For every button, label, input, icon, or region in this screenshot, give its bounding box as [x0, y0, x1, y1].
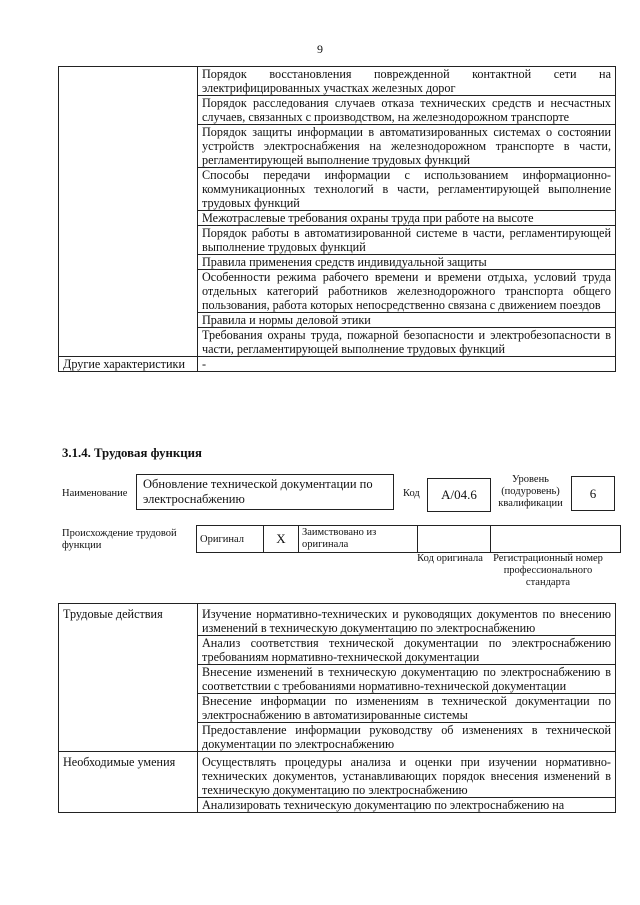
code-label: Код — [403, 488, 420, 499]
original-label: Оригинал — [197, 526, 264, 553]
other-characteristics-value: - — [198, 357, 616, 372]
function-code-box: A/04.6 — [427, 478, 491, 512]
skill-item: Анализировать техническую документацию по электроснабжению на — [198, 798, 616, 813]
name-label: Наименование — [62, 488, 128, 499]
knowledge-item: Порядок расследования случаев отказа технических средств и несчастных случаев, связанных с производством, на железнодорожном транспорте — [198, 96, 616, 125]
borrowed-label: Заимствовано из оригинала — [299, 526, 418, 553]
page-number: 9 — [317, 42, 323, 56]
labor-table — [58, 603, 616, 813]
knowledge-label-cell — [59, 67, 198, 357]
level-label: Уровень (подуровень) квалификации — [498, 474, 563, 509]
skill-item: Осуществлять процедуры анализа и оценки при изучении нормативно-технических документов, устанавливающих порядок внесения изменений в техническую документацию по электроснабжению — [198, 752, 616, 798]
section-title: 3.1.4. Трудовая функция — [62, 446, 202, 460]
knowledge-item: Порядок восстановления поврежденной контактной сети на электрифицированных участках железных дорог — [198, 67, 616, 96]
knowledge-table — [58, 66, 616, 372]
borrowed-code-cell — [418, 526, 491, 553]
knowledge-item: Порядок работы в автоматизированной системе в части, регламентирующей выполнение трудовых функций — [198, 226, 616, 255]
origin-table — [196, 525, 621, 553]
labor-action-item: Предоставление информации руководству об изменениях в технической документации по электроснабжению — [198, 723, 616, 752]
knowledge-item: Способы передачи информации с использованием информационно-коммуникационных технологий в части, регламентирующей выполнение трудовых функций — [198, 168, 616, 211]
other-characteristics-label: Другие характеристики — [59, 357, 198, 372]
labor-action-item: Изучение нормативно-технических и руководящих документов по внесению изменений в техническую документацию по электроснабжению — [198, 604, 616, 636]
borrowed-reg-cell — [491, 526, 621, 553]
labor-action-item: Внесение информации по изменениям в технической документации по электроснабжению в автоматизированные системы — [198, 694, 616, 723]
labor-action-item: Анализ соответствия технической документации по электроснабжению требованиям нормативно-технической документации — [198, 636, 616, 665]
original-mark: X — [264, 526, 299, 553]
knowledge-item: Порядок защиты информации в автоматизированных системах о состоянии устройств электроснабжения на железнодорожном транспорте в части, регламентирующей выполнение трудовых функций — [198, 125, 616, 168]
labor-actions-label: Трудовые действия — [59, 604, 198, 752]
skills-label: Необходимые умения — [59, 752, 198, 813]
knowledge-item: Правила и нормы деловой этики — [198, 313, 616, 328]
labor-action-item: Внесение изменений в техническую документацию по электроснабжению в соответствии с требованиями нормативно-технической документации — [198, 665, 616, 694]
level-value-box: 6 — [571, 476, 615, 511]
knowledge-item: Требования охраны труда, пожарной безопасности и электробезопасности в части, регламентирующей выполнение трудовых функций — [198, 328, 616, 357]
knowledge-item: Межотраслевые требования охраны труда при работе на высоте — [198, 211, 616, 226]
reg-caption: Регистрационный номер профессионального стандарта — [493, 553, 603, 588]
knowledge-item: Особенности режима рабочего времени и времени отдыха, условий труда отдельных категорий работников железнодорожного транспорта общего пользования, работа которых непосредственно связана с движением поездов — [198, 270, 616, 313]
function-name-box: Обновление технической документации по электроснабжению — [136, 474, 394, 510]
origin-label: Происхождение трудовой функции — [62, 528, 177, 551]
code-caption: Код оригинала — [417, 553, 483, 564]
knowledge-item: Правила применения средств индивидуальной защиты — [198, 255, 616, 270]
